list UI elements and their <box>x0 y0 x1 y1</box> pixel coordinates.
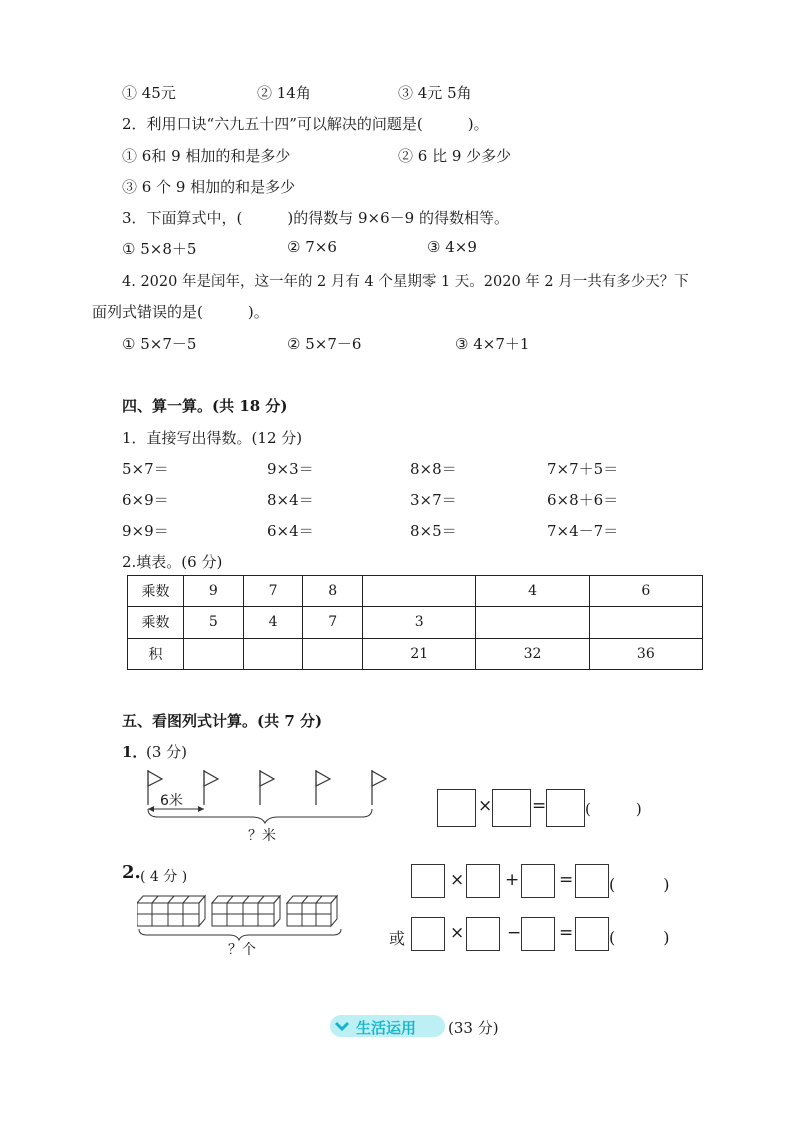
calc-item: 8×8＝ <box>410 460 457 478</box>
section4-sub1: 1．直接写出得数。(12 分) <box>122 429 303 447</box>
table-cell[interactable] <box>184 638 244 669</box>
q3-option-1: ① 5×8＋5 <box>122 240 197 258</box>
table-cell[interactable] <box>363 576 476 607</box>
equals-sign: = <box>559 870 574 890</box>
calc-item: 8×5＝ <box>410 522 457 540</box>
q1-option-2: ② 14角 <box>257 84 311 102</box>
table-row <box>128 638 703 669</box>
q2-option-3: ③ 6 个 9 相加的和是多少 <box>122 178 296 196</box>
unit-blank[interactable]: ( ) <box>585 800 642 818</box>
unit-blank[interactable]: ( ) <box>609 875 670 894</box>
table-row <box>128 576 703 607</box>
multiplication-table <box>127 575 703 670</box>
flag-icon <box>204 770 218 805</box>
section5-title: 五、看图列式计算。(共 7 分) <box>122 712 323 730</box>
calc-item: 7×4－7＝ <box>547 522 619 540</box>
flag-icon <box>372 770 386 805</box>
table-cell: 36 <box>589 638 702 669</box>
calc-item: 9×9＝ <box>122 522 169 540</box>
q4-option-3: ③ 4×7＋1 <box>455 335 530 353</box>
flag-icon <box>316 770 330 805</box>
block-group-icon <box>287 896 337 926</box>
calc-item: 7×7＋5＝ <box>547 460 619 478</box>
q4-option-1: ① 5×7－5 <box>122 335 197 353</box>
block-group-icon <box>212 896 280 926</box>
table-cell[interactable] <box>303 638 363 669</box>
table-cell: 5 <box>184 607 244 638</box>
banner-score: (33 分) <box>448 1019 499 1037</box>
calc-item: 9×3＝ <box>267 460 314 478</box>
times-sign: × <box>450 923 465 943</box>
q3-option-2: ② 7×6 <box>287 238 337 256</box>
equals-sign: = <box>559 923 574 943</box>
q2-stem: 2．利用口诀“六九五十四”可以解决的问题是( )。 <box>122 115 489 133</box>
calc-item: 8×4＝ <box>267 491 314 509</box>
table-cell: 9 <box>184 576 244 607</box>
q3-option-3: ③ 4×9 <box>427 238 477 256</box>
answer-box[interactable] <box>411 864 445 898</box>
minus-sign: − <box>507 923 522 943</box>
q4-stem-line2: 面列式错误的是( )。 <box>92 303 269 321</box>
table-cell: 7 <box>243 576 303 607</box>
or-label: 或 <box>389 929 406 948</box>
flag-icon <box>260 770 274 805</box>
equals-sign: = <box>532 796 547 816</box>
answer-box[interactable] <box>546 789 585 827</box>
times-sign: × <box>450 870 465 890</box>
q1-option-1: ① 45元 <box>122 84 176 102</box>
calc-item: 6×8＋6＝ <box>547 491 619 509</box>
section4-title: 四、算一算。(共 18 分) <box>122 397 288 415</box>
table-cell[interactable] <box>243 638 303 669</box>
q4-stem-line1: 4. 2020 年是闰年，这一年的 2 月有 4 个星期零 1 天。2020 年 2 月一共有多少天？下 <box>122 274 689 290</box>
section4-sub2: 2.填表。(6 分) <box>122 553 223 571</box>
problem2-score: ( 4 分 ) <box>140 869 188 885</box>
calc-item: 3×7＝ <box>410 491 457 509</box>
calc-item: 6×9＝ <box>122 491 169 509</box>
answer-box[interactable] <box>521 864 555 898</box>
segment-label: 6米 <box>160 793 183 809</box>
table-cell: 乘数 <box>128 607 184 638</box>
answer-box[interactable] <box>466 864 500 898</box>
times-sign: × <box>478 796 493 816</box>
q2-option-2: ② 6 比 9 少多少 <box>398 147 512 165</box>
problem2-label: 2. <box>122 862 141 883</box>
table-cell: 7 <box>303 607 363 638</box>
answer-box[interactable] <box>411 917 445 951</box>
chevron-down-icon <box>334 1018 350 1034</box>
q2-option-1: ① 6和 9 相加的和是多少 <box>122 147 291 165</box>
total-brace <box>148 809 372 823</box>
table-cell: 32 <box>476 638 589 669</box>
banner-title: 生活运用 <box>356 1019 417 1037</box>
q3-stem: 3．下面算式中，( )的得数与 9×6－9 的得数相等。 <box>122 209 509 227</box>
table-row <box>128 607 703 638</box>
answer-box[interactable] <box>437 789 476 827</box>
calc-item: 6×4＝ <box>267 522 314 540</box>
answer-box[interactable] <box>575 864 609 898</box>
table-cell[interactable] <box>589 607 702 638</box>
block-group-icon <box>137 896 205 926</box>
table-cell: 21 <box>363 638 476 669</box>
answer-box[interactable] <box>521 917 555 951</box>
total-label: ？米 <box>248 828 276 844</box>
table-cell: 积 <box>128 638 184 669</box>
plus-sign: + <box>505 870 520 890</box>
table-cell: 4 <box>243 607 303 638</box>
answer-box[interactable] <box>492 789 531 827</box>
total-label: ？个 <box>228 942 256 958</box>
table-cell: 8 <box>303 576 363 607</box>
unit-blank[interactable]: ( ) <box>609 928 670 947</box>
q1-option-3: ③ 4元 5角 <box>398 84 472 102</box>
table-cell: 6 <box>589 576 702 607</box>
blocks-diagram <box>137 893 347 943</box>
answer-box[interactable] <box>575 917 609 951</box>
calc-item: 5×7＝ <box>122 460 169 478</box>
table-cell: 3 <box>363 607 476 638</box>
q4-option-2: ② 5×7－6 <box>287 335 362 353</box>
problem1-label: 1． <box>122 743 148 761</box>
table-cell: 乘数 <box>128 576 184 607</box>
table-cell[interactable] <box>476 607 589 638</box>
problem1-score: (3 分) <box>146 743 188 761</box>
table-cell: 4 <box>476 576 589 607</box>
answer-box[interactable] <box>466 917 500 951</box>
